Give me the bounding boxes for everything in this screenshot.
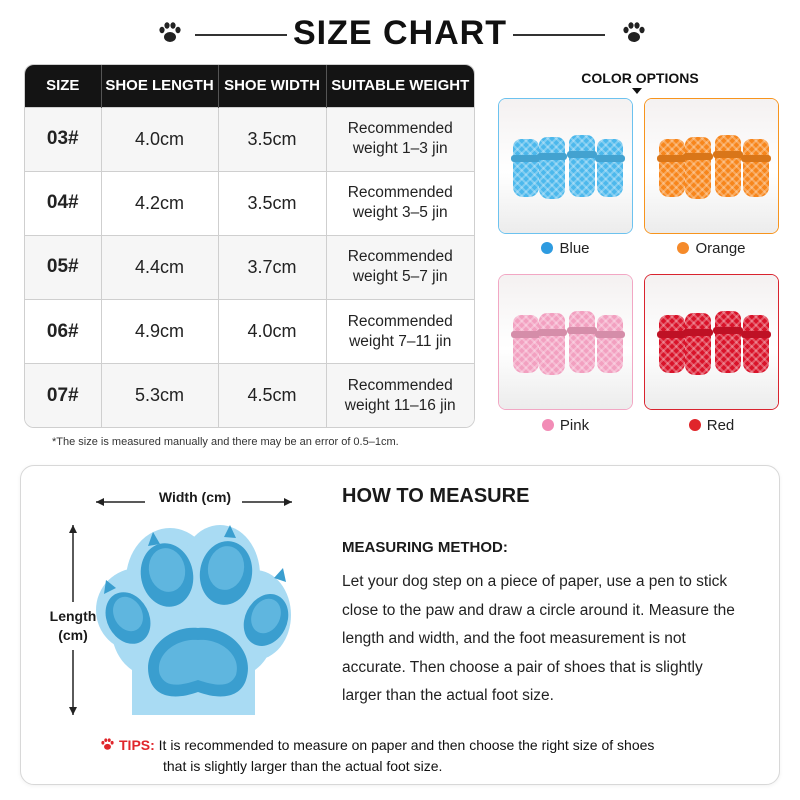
shoe-icon — [597, 139, 623, 197]
table-row — [25, 171, 474, 235]
shoe-strap — [567, 151, 597, 158]
width-cell: 4.0cm — [218, 299, 326, 363]
weight-line-1: Recommended — [347, 248, 453, 266]
color-label-red — [644, 417, 779, 434]
weight-line-1: Recommended — [347, 312, 453, 330]
weight-line-2: weight 1–3 jin — [352, 140, 448, 158]
shoe-strap — [567, 327, 597, 334]
shoe-icon — [539, 137, 565, 199]
color-options-title: COLOR OPTIONS — [581, 70, 699, 86]
length-cell: 4.0cm — [101, 107, 218, 171]
width-label: Width (cm) — [158, 489, 232, 505]
weight-cell — [326, 235, 474, 299]
width-cell: 3.7cm — [218, 235, 326, 299]
size-table — [24, 64, 475, 428]
method-line: accurate. Then choose a pair of shoes that is slightly — [342, 658, 703, 676]
width-cell: 3.5cm — [218, 171, 326, 235]
weight-line-2: weight 3–5 jin — [352, 204, 448, 222]
color-label-orange — [644, 240, 779, 257]
shoe-strap — [741, 331, 771, 338]
weight-cell — [326, 107, 474, 171]
tips-text-line-2: that is slightly larger than the actual foot size. — [163, 758, 443, 774]
color-label-blue — [498, 240, 633, 257]
color-name: Blue — [559, 240, 590, 257]
color-name: Pink — [559, 417, 590, 434]
method-line: Let your dog step on a piece of paper, use a pen to stick — [342, 573, 728, 590]
paw-illustration — [96, 525, 297, 715]
tips-label: TIPS: — [119, 737, 155, 753]
color-dot-icon — [541, 242, 553, 254]
shoe-icon — [685, 313, 711, 375]
color-dot-icon — [677, 242, 689, 254]
width-cell: 4.5cm — [218, 364, 326, 427]
how-to-measure-title: HOW TO MEASURE — [342, 485, 530, 507]
length-label-line-2: (cm) — [58, 627, 88, 643]
table-row — [25, 364, 474, 427]
shoe-strap — [683, 329, 713, 336]
shoe-icon — [715, 135, 741, 197]
length-cell: 4.9cm — [101, 299, 218, 363]
shoe-icon — [659, 139, 685, 197]
page-title: SIZE CHART — [293, 14, 507, 52]
measuring-method-text — [342, 568, 767, 711]
length-cell: 4.2cm — [101, 171, 218, 235]
color-swatch-red[interactable] — [644, 274, 779, 410]
size-cell: 06# — [25, 299, 101, 363]
paw-measure-diagram — [20, 470, 320, 730]
shoe-strap — [595, 155, 625, 162]
weight-cell — [326, 299, 474, 363]
method-line: length and width, and the foot measurement is not — [342, 630, 686, 647]
weight-line-2: weight 5–7 jin — [352, 268, 448, 286]
length-label — [40, 607, 106, 645]
shoe-strap — [713, 327, 743, 334]
shoe-icon — [513, 315, 539, 373]
table-row — [25, 235, 474, 299]
tips-text-line-1: It is recommended to measure on paper and then choose the right size of shoes — [158, 737, 655, 753]
width-cell: 3.5cm — [218, 107, 326, 171]
shoe-icon — [569, 135, 595, 197]
size-cell: 05# — [25, 235, 101, 299]
paw-print-icon — [621, 20, 647, 46]
caret-down-icon — [632, 88, 642, 94]
color-name: Orange — [695, 240, 746, 257]
shoe-icon — [685, 137, 711, 199]
length-cell: 5.3cm — [101, 364, 218, 427]
paw-print-icon — [100, 737, 115, 752]
weight-cell — [326, 364, 474, 427]
weight-line-1: Recommended — [347, 120, 453, 138]
size-cell: 03# — [25, 107, 101, 171]
method-line: close to the paw and draw a circle around it. Measure the — [342, 601, 735, 619]
shoe-strap — [595, 331, 625, 338]
shoe-icon — [743, 139, 769, 197]
color-swatch-blue[interactable] — [498, 98, 633, 234]
column-header-suitable-weight: SUITABLE WEIGHT — [326, 65, 474, 107]
size-cell: 07# — [25, 364, 101, 427]
table-row — [25, 299, 474, 363]
column-header-shoe-width: SHOE WIDTH — [218, 65, 326, 107]
shoe-strap — [537, 153, 567, 160]
length-label-line-1: Length — [49, 608, 97, 624]
color-dot-icon — [542, 419, 554, 431]
weight-line-1: Recommended — [347, 184, 453, 202]
column-header-shoe-length: SHOE LENGTH — [101, 65, 218, 107]
shoe-strap — [713, 151, 743, 158]
table-row — [25, 107, 474, 171]
shoe-icon — [597, 315, 623, 373]
shoe-strap — [683, 153, 713, 160]
color-name: Red — [706, 417, 735, 434]
shoe-icon — [539, 313, 565, 375]
size-cell: 04# — [25, 171, 101, 235]
header-rule-right — [513, 34, 605, 36]
color-dot-icon — [689, 419, 701, 431]
shoe-icon — [659, 315, 685, 373]
weight-line-2: weight 11–16 jin — [344, 396, 456, 414]
color-swatch-orange[interactable] — [644, 98, 779, 234]
shoe-icon — [715, 311, 741, 373]
column-header-size: SIZE — [25, 65, 101, 107]
measuring-method-title: MEASURING METHOD: — [342, 539, 508, 556]
weight-line-2: weight 7–11 jin — [349, 332, 452, 350]
length-cell: 4.4cm — [101, 235, 218, 299]
color-swatch-pink[interactable] — [498, 274, 633, 410]
color-label-pink — [498, 417, 633, 434]
weight-line-1: Recommended — [347, 376, 453, 394]
method-line: larger than the actual foot size. — [342, 687, 554, 704]
weight-cell — [326, 171, 474, 235]
shoe-strap — [537, 329, 567, 336]
shoe-strap — [741, 155, 771, 162]
header — [0, 12, 800, 58]
shoe-icon — [569, 311, 595, 373]
measurement-footnote: *The size is measured manually and there may be an error of 0.5–1cm. — [52, 436, 399, 448]
table-header-row — [25, 65, 474, 107]
tips — [100, 735, 720, 777]
shoe-icon — [513, 139, 539, 197]
shoe-icon — [743, 315, 769, 373]
